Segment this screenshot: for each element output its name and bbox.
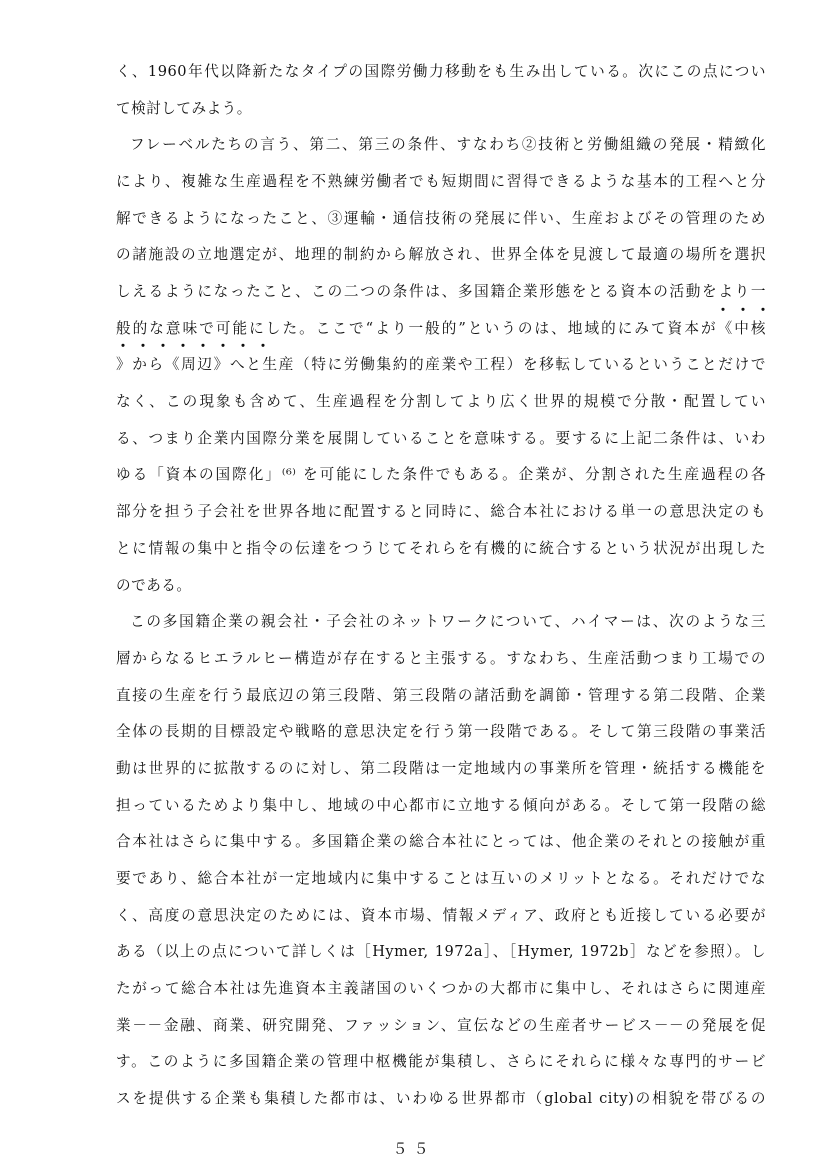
text-line-1: く、1960年代以降新たなタイプの国際労働力移動をも生み出している。次にこの点につい — [116, 63, 766, 80]
text-line-10: なく、この現象も含めて、生産過程を分割してより広く世界的規模で分散・配置してい — [116, 393, 766, 410]
emphasis-marks-chukaku: ・・・ — [716, 303, 776, 319]
text-line-26: たがって総合本社は先進資本主義諸国のいくつかの大都市に集中し、それはさらに関連産 — [116, 980, 766, 997]
text-line-12: ゆる「資本の国際化」⁽⁶⁾ を可能にした条件でもある。企業が、分割された生産過程の各 — [116, 466, 766, 483]
text-line-6: の諸施設の立地選定が、地理的制約から解放され、世界全体を見渡して最適の場所を選択 — [116, 246, 766, 263]
text-line-9: 》から《周辺》へと生産（特に労働集約的産業や工程）を移転しているということだけで — [116, 356, 766, 373]
text-line-13: 部分を担う子会社を世界各地に配置すると同時に、総合本社における単一の意思決定のも — [116, 503, 766, 520]
emphasis-marks-shuhen: ・・・・・・・・ — [116, 339, 276, 355]
text-line-17: 層からなるヒエラルヒー構造が存在すると主張する。すなわち、生産活動つまり工場での — [116, 650, 766, 667]
text-line-3: フレーベルたちの言う、第二、第三の条件、すなわち②技術と労働組織の発展・精緻化 — [130, 136, 766, 153]
text-line-24: く、高度の意思決定のためには、資本市場、情報メディア、政府とも近接している必要が — [116, 907, 766, 924]
text-line-11: る、つまり企業内国際分業を展開していることを意味する。要するに上記二条件は、いわ — [116, 430, 766, 447]
text-line-19: 全体の長期的目標設定や戦略的意思決定を行う第一段階である。そして第三段階の事業活 — [116, 723, 766, 740]
text-line-18: 直接の生産を行う最底辺の第三段階、第三段階の諸活動を調節・管理する第二段階、企業 — [116, 687, 766, 704]
text-line-5: 解できるようになったこと、③運輸・通信技術の発展に伴い、生産およびその管理のため — [116, 210, 766, 227]
text-line-14: とに情報の集中と指令の伝達をつうじてそれらを有機的に統合するという状況が出現した — [116, 540, 766, 557]
text-line-2: て検討してみよう。 — [116, 100, 252, 117]
text-line-8: 般的な意味で可能にした。ここで“より一般的”というのは、地域的にみて資本が《中核 — [116, 320, 766, 337]
text-line-22: 合本社はさらに集中する。多国籍企業の総合本社にとっては、他企業のそれとの接触が重 — [116, 833, 766, 850]
text-line-25: ある（以上の点について詳しくは［Hymer, 1972a］、［Hymer, 1972b］などを参照）。し — [116, 943, 766, 960]
text-line-16: この多国籍企業の親会社・子会社のネットワークについて、ハイマーは、次のような三 — [130, 613, 766, 630]
text-line-28: す。このように多国籍企業の管理中枢機能が集積し、さらにそれらに様々な専門的サービ — [116, 1053, 766, 1070]
text-line-29: スを提供する企業も集積した都市は、いわゆる世界都市（global city)の相貌を帯びるの — [116, 1090, 766, 1107]
text-line-7: しえるようになったこと、この二つの条件は、多国籍企業形態をとる資本の活動をより一 — [116, 283, 766, 300]
text-line-27: 業－－金融、商業、研究開発、ファッション、宣伝などの生産者サービス－－の発展を促 — [116, 1017, 766, 1034]
text-line-23: 要であり、総合本社が一定地域内に集中することは互いのメリットとなる。それだけでな — [116, 870, 766, 887]
text-line-4: により、複雑な生産過程を不熟練労働者でも短期間に習得できるような基本的工程へと分 — [116, 173, 766, 190]
text-line-21: 担っているためより集中し、地域の中心都市に立地する傾向がある。そして第一段階の総 — [116, 797, 766, 814]
page-number: ５５ — [392, 1140, 435, 1158]
text-line-15: のである。 — [116, 577, 192, 594]
text-line-20: 動は世界的に拡散するのに対し、第二段階は一定地域内の事業所を管理・統括する機能を — [116, 760, 766, 777]
